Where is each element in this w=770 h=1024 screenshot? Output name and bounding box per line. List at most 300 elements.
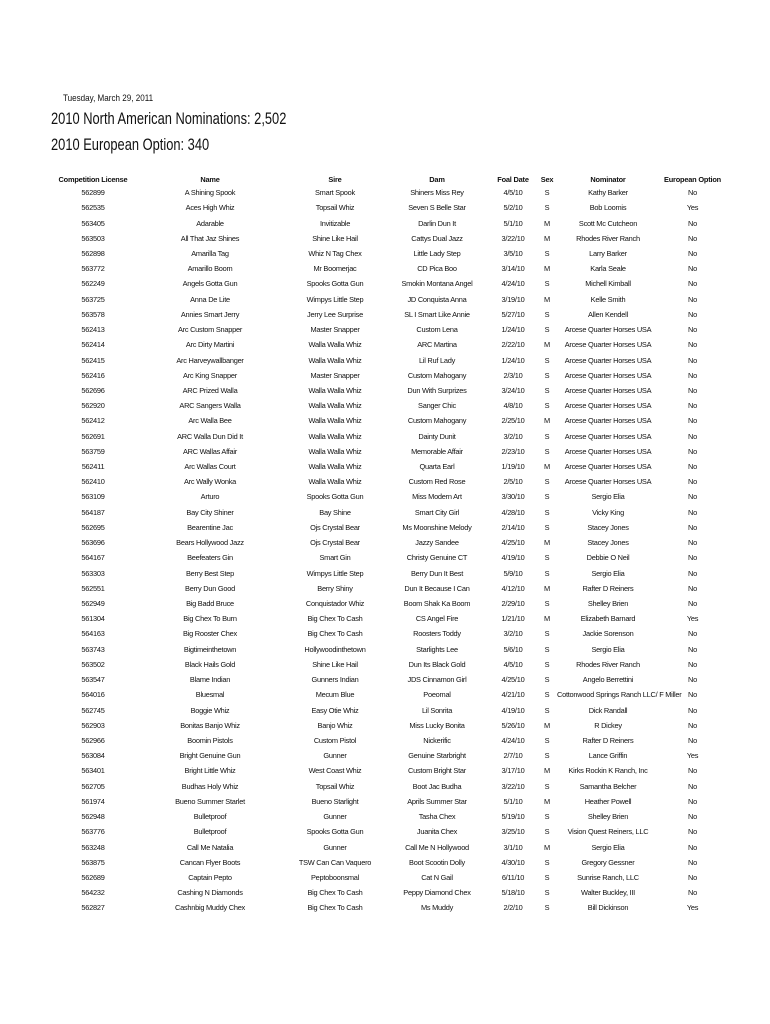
foal-date-cell: 1/24/10 (501, 325, 525, 335)
sire-cell: Walla Walla Whiz (308, 446, 362, 456)
sire-cell: Whiz N Tag Chex (308, 248, 362, 258)
table-row (51, 200, 726, 215)
nominator-cell: Vision Quest Reiners, LLC (567, 827, 649, 837)
foal-date-cell: 5/1/10 (503, 218, 523, 228)
european-option-cell: No (688, 370, 697, 380)
name-cell: Beefeaters Gin (187, 553, 233, 563)
dam-cell: Call Me N Hollywood (405, 842, 469, 852)
sex-cell: S (544, 188, 550, 198)
foal-date-cell: 3/30/10 (501, 492, 525, 502)
name-cell: Bulletproof (193, 827, 227, 837)
foal-date-cell: 5/6/10 (503, 644, 523, 654)
nominator-cell: R Dickey (594, 720, 622, 730)
sex-cell: S (544, 553, 550, 563)
sex-cell: M (544, 614, 550, 624)
european-option-cell: No (688, 279, 697, 289)
european-option-cell: No (688, 264, 697, 274)
dam-cell: Genuine Starbright (408, 751, 466, 761)
european-option-cell: No (688, 888, 697, 898)
dam-cell: Roosters Toddy (413, 629, 461, 639)
sex-cell: M (544, 720, 550, 730)
european-option-cell: No (688, 644, 697, 654)
sex-cell: M (544, 538, 550, 548)
table-row (51, 565, 726, 580)
dam-cell: Ms Moonshine Melody (402, 522, 472, 532)
sex-cell: S (544, 492, 550, 502)
foal-date-cell: 3/25/10 (501, 827, 525, 837)
sex-cell: M (544, 462, 550, 472)
dam-cell: Miss Modern Art (412, 492, 462, 502)
sire-cell: Jerry Lee Surprise (307, 309, 363, 319)
nominator-cell: Cottonwood Springs Ranch LLC/ F Miller (557, 690, 682, 700)
european-option-cell: No (688, 599, 697, 609)
name-cell: Bigtimeinthetown (183, 644, 237, 654)
competition-license-cell: 562705 (81, 781, 105, 791)
nominator-cell: Arcese Quarter Horses USA (564, 370, 652, 380)
nominator-cell: Kelle Smith (590, 294, 626, 304)
foal-date-cell: 2/23/10 (501, 446, 525, 456)
nominator-cell: Shelley Brien (587, 812, 629, 822)
dam-cell: Lil Sonrita (421, 705, 453, 715)
competition-license-cell: 564167 (81, 553, 105, 563)
nominator-cell: Rafter D Reiners (582, 583, 634, 593)
sire-cell: Master Snapper (310, 370, 360, 380)
competition-license-cell: 562535 (81, 203, 105, 213)
nominator-cell: Walter Buckley, III (581, 888, 635, 898)
dam-cell: Lil Ruf Lady (418, 355, 456, 365)
sex-cell: S (544, 827, 550, 837)
nominator-cell: Jackie Sorenson (582, 629, 634, 639)
foal-date-cell: 5/2/10 (503, 203, 523, 213)
nominator-cell: Arcese Quarter Horses USA (564, 340, 652, 350)
name-cell: Bonitas Banjo Whiz (180, 720, 240, 730)
table-row (51, 307, 726, 322)
sex-cell: M (544, 233, 550, 243)
sex-cell: S (544, 355, 550, 365)
foal-date-cell: 2/3/10 (503, 370, 523, 380)
european-option-cell: No (688, 462, 697, 472)
name-cell: Bay City Shiner (186, 507, 234, 517)
foal-date-cell: 4/19/10 (501, 705, 525, 715)
european-option-cell: No (688, 720, 697, 730)
competition-license-cell: 562949 (81, 599, 105, 609)
sire-cell: Hollywoodinthetown (304, 644, 366, 654)
competition-license-cell: 562416 (81, 370, 105, 380)
foal-date-cell: 3/14/10 (501, 264, 525, 274)
name-cell: Bueno Summer Starlet (175, 796, 245, 806)
name-cell: Amarilla Tag (191, 248, 229, 258)
sex-cell: S (544, 477, 550, 487)
name-cell: Berry Dun Good (185, 583, 235, 593)
name-cell: Bright Little Whiz (184, 766, 236, 776)
foal-date-cell: 4/19/10 (501, 553, 525, 563)
sire-cell: Smart Spook (315, 188, 355, 198)
table-row (51, 596, 726, 611)
sire-cell: Peptoboonsmal (310, 872, 360, 882)
sex-cell: M (544, 340, 550, 350)
dam-cell: Berry Dun It Best (410, 568, 464, 578)
nominator-cell: Michell Kimball (585, 279, 631, 289)
sex-cell: S (544, 522, 550, 532)
name-cell: ARC Sangers Walla (179, 401, 241, 411)
european-option-cell: No (688, 690, 697, 700)
sire-cell: Topsail Whiz (315, 781, 355, 791)
dam-cell: CD Pica Boo (417, 264, 457, 274)
sex-cell: M (544, 842, 550, 852)
name-cell: ARC Prized Walla (182, 385, 238, 395)
table-row (51, 292, 726, 307)
table-row (51, 398, 726, 413)
european-option-cell: No (688, 735, 697, 745)
sire-cell: Walla Walla Whiz (308, 431, 362, 441)
european-option-cell: No (688, 446, 697, 456)
table-row (51, 489, 726, 504)
nominator-cell: Arcese Quarter Horses USA (564, 385, 652, 395)
foal-date-cell: 4/12/10 (501, 583, 525, 593)
report-date: Tuesday, March 29, 2011 (63, 93, 154, 104)
european-option-cell: No (688, 522, 697, 532)
competition-license-cell: 562551 (81, 583, 105, 593)
sire-cell: Gunners Indian (311, 675, 359, 685)
european-option-cell: No (688, 294, 697, 304)
nominator-cell: Sergio Elia (591, 568, 625, 578)
foal-date-cell: 1/21/10 (501, 614, 525, 624)
foal-date-cell: 3/19/10 (501, 294, 525, 304)
table-row (51, 246, 726, 261)
nominator-cell: Sergio Elia (591, 842, 625, 852)
sire-cell: Wimpys Little Step (306, 294, 364, 304)
foal-date-cell: 3/5/10 (503, 248, 523, 258)
nominator-cell: Bill Dickinson (587, 903, 629, 913)
competition-license-cell: 564016 (81, 690, 105, 700)
sex-cell: S (544, 370, 550, 380)
dam-cell: Aprils Summer Star (407, 796, 467, 806)
table-row (51, 626, 726, 641)
nominator-cell: Arcese Quarter Horses USA (564, 325, 652, 335)
sex-cell: S (544, 644, 550, 654)
competition-license-cell: 563502 (81, 659, 105, 669)
sire-cell: Big Chex To Cash (307, 629, 363, 639)
table-row (51, 352, 726, 367)
table-row (51, 839, 726, 854)
dam-cell: Ms Muddy (420, 903, 454, 913)
foal-date-cell: 3/22/10 (501, 781, 525, 791)
competition-license-cell: 562415 (81, 355, 105, 365)
dam-cell: Dun It Because I Can (404, 583, 470, 593)
sire-cell: Spooks Gotta Gun (306, 492, 364, 502)
dam-cell: Boot Scootin Dolly (409, 857, 465, 867)
european-option-cell: No (688, 477, 697, 487)
foal-date-cell: 4/28/10 (501, 507, 525, 517)
column-header-sire: Sire (328, 175, 342, 184)
european-option-cell: No (688, 492, 697, 502)
table-row (51, 261, 726, 276)
european-option-cell: No (688, 385, 697, 395)
table-row (51, 459, 726, 474)
foal-date-cell: 4/25/10 (501, 538, 525, 548)
name-cell: Big Badd Bruce (186, 599, 234, 609)
dam-cell: Smart City Girl (414, 507, 460, 517)
competition-license-cell: 562966 (81, 735, 105, 745)
sex-cell: M (544, 264, 550, 274)
european-option-cell: No (688, 188, 697, 198)
european-option-cell: No (688, 340, 697, 350)
european-option-cell: No (688, 309, 697, 319)
european-option-cell: No (688, 705, 697, 715)
table-row (51, 276, 726, 291)
column-header-competition-license: Competition License (58, 175, 128, 184)
dam-cell: Little Lady Step (413, 248, 461, 258)
competition-license-cell: 561974 (81, 796, 105, 806)
foal-date-cell: 4/21/10 (501, 690, 525, 700)
table-row (51, 763, 726, 778)
sire-cell: Bay Shine (319, 507, 351, 517)
name-cell: Big Chex To Burn (183, 614, 237, 624)
name-cell: ARC Wallas Affair (182, 446, 238, 456)
dam-cell: Dun Its Black Gold (408, 659, 466, 669)
competition-license-cell: 562948 (81, 812, 105, 822)
column-header-name: Name (200, 175, 220, 184)
european-option-cell: No (688, 416, 697, 426)
sex-cell: S (544, 903, 550, 913)
sire-cell: Ojs Crystal Bear (310, 538, 360, 548)
nominator-cell: Shelley Brien (587, 599, 629, 609)
sex-cell: S (544, 446, 550, 456)
name-cell: Blame Indian (189, 675, 231, 685)
table-row (51, 718, 726, 733)
name-cell: Bulletproof (193, 812, 227, 822)
sex-cell: S (544, 751, 550, 761)
foal-date-cell: 2/7/10 (503, 751, 523, 761)
table-row (51, 550, 726, 565)
nominator-cell: Karla Seale (590, 264, 626, 274)
foal-date-cell: 5/9/10 (503, 568, 523, 578)
nominator-cell: Lance Griffin (588, 751, 628, 761)
sire-cell: Shine Like Hail (312, 659, 358, 669)
nominator-cell: Bob Loomis (589, 203, 627, 213)
table-row (51, 702, 726, 717)
european-option-cell: No (688, 857, 697, 867)
competition-license-cell: 564163 (81, 629, 105, 639)
european-option-cell: No (688, 796, 697, 806)
sire-cell: TSW Can Can Vaquero (298, 857, 372, 867)
sex-cell: S (544, 812, 550, 822)
sex-cell: S (544, 279, 550, 289)
nominator-cell: Gregory Gessner (581, 857, 635, 867)
sex-cell: S (544, 705, 550, 715)
name-cell: Budhas Holy Whiz (181, 781, 239, 791)
nominator-cell: Debbie O Neil (586, 553, 630, 563)
nominator-cell: Arcese Quarter Horses USA (564, 462, 652, 472)
dam-cell: Smokin Montana Angel (401, 279, 473, 289)
table-row (51, 657, 726, 672)
table-body (51, 185, 726, 916)
foal-date-cell: 5/19/10 (501, 812, 525, 822)
dam-cell: Cat N Gail (421, 872, 453, 882)
competition-license-cell: 563776 (81, 827, 105, 837)
table-row (51, 855, 726, 870)
dam-cell: Jazzy Sandee (415, 538, 459, 548)
competition-license-cell: 563405 (81, 218, 105, 228)
foal-date-cell: 4/8/10 (503, 401, 523, 411)
nominator-cell: Arcese Quarter Horses USA (564, 355, 652, 365)
dam-cell: Tasha Chex (418, 812, 456, 822)
name-cell: Captain Pepto (188, 872, 232, 882)
sire-cell: Gunner (323, 842, 347, 852)
sire-cell: West Coast Whiz (308, 766, 362, 776)
nominator-cell: Heather Powell (584, 796, 632, 806)
nominator-cell: Elizabeth Barnard (580, 614, 636, 624)
dam-cell: JD Conquista Anna (407, 294, 467, 304)
competition-license-cell: 562249 (81, 279, 105, 289)
european-option-cell: No (688, 659, 697, 669)
table-row (51, 672, 726, 687)
foal-date-cell: 2/22/10 (501, 340, 525, 350)
european-option-cell: No (688, 842, 697, 852)
competition-license-cell: 563743 (81, 644, 105, 654)
name-cell: Adarable (196, 218, 224, 228)
dam-cell: Christy Genuine CT (406, 553, 468, 563)
foal-date-cell: 4/25/10 (501, 675, 525, 685)
nominator-cell: Vicky King (592, 507, 624, 517)
nominator-cell: Allen Kendell (588, 309, 628, 319)
dam-cell: ARC Martina (417, 340, 457, 350)
competition-license-cell: 562903 (81, 720, 105, 730)
dam-cell: Juanita Chex (416, 827, 458, 837)
name-cell: A Shining Spook (184, 188, 236, 198)
foal-date-cell: 2/5/10 (503, 477, 523, 487)
european-option-cell: No (688, 355, 697, 365)
column-header-foal-date: Foal Date (497, 175, 529, 184)
name-cell: Annies Smart Jerry (180, 309, 240, 319)
table-row (51, 794, 726, 809)
foal-date-cell: 4/24/10 (501, 279, 525, 289)
nominator-cell: Stacey Jones (587, 522, 629, 532)
european-option-cell: No (688, 872, 697, 882)
table-row (51, 642, 726, 657)
name-cell: Anna De Lite (190, 294, 230, 304)
competition-license-cell: 561304 (81, 614, 105, 624)
dam-cell: Dun With Surprizes (407, 385, 467, 395)
european-option-title: 2010 European Option: 340 (51, 136, 210, 154)
sex-cell: M (544, 416, 550, 426)
dam-cell: Shiners Miss Rey (410, 188, 464, 198)
sire-cell: Big Chex To Cash (307, 614, 363, 624)
column-header-sex: Sex (540, 175, 554, 184)
sex-cell: S (544, 735, 550, 745)
name-cell: Angels Gotta Gun (182, 279, 238, 289)
sire-cell: Walla Walla Whiz (308, 340, 362, 350)
sex-cell: S (544, 568, 550, 578)
foal-date-cell: 5/1/10 (503, 796, 523, 806)
foal-date-cell: 4/24/10 (501, 735, 525, 745)
competition-license-cell: 562410 (81, 477, 105, 487)
sire-cell: Big Chex To Cash (307, 903, 363, 913)
competition-license-cell: 563084 (81, 751, 105, 761)
competition-license-cell: 563696 (81, 538, 105, 548)
competition-license-cell: 563401 (81, 766, 105, 776)
competition-license-cell: 562745 (81, 705, 105, 715)
dam-cell: Darlin Dun It (418, 218, 456, 228)
foal-date-cell: 3/17/10 (501, 766, 525, 776)
table-row (51, 733, 726, 748)
sire-cell: Gunner (323, 812, 347, 822)
competition-license-cell: 563109 (81, 492, 105, 502)
nominator-cell: Arcese Quarter Horses USA (564, 401, 652, 411)
nominator-cell: Arcese Quarter Horses USA (564, 446, 652, 456)
sex-cell: S (544, 248, 550, 258)
nominator-cell: Arcese Quarter Horses USA (564, 477, 652, 487)
sire-cell: Ojs Crystal Bear (310, 522, 360, 532)
european-option-cell: Yes (686, 751, 699, 761)
name-cell: ARC Walla Dun Did It (177, 431, 243, 441)
competition-license-cell: 562414 (81, 340, 105, 350)
table-row (51, 474, 726, 489)
competition-license-cell: 564232 (81, 888, 105, 898)
dam-cell: Memorable Affair (411, 446, 463, 456)
competition-license-cell: 562898 (81, 248, 105, 258)
table-row (51, 611, 726, 626)
table-row (51, 505, 726, 520)
competition-license-cell: 564187 (81, 507, 105, 517)
table-row (51, 322, 726, 337)
european-option-cell: No (688, 325, 697, 335)
european-option-cell: No (688, 538, 697, 548)
sire-cell: Conquistador Whiz (305, 599, 365, 609)
sire-cell: Walla Walla Whiz (308, 401, 362, 411)
nominator-cell: Dick Randall (588, 705, 628, 715)
competition-license-cell: 563248 (81, 842, 105, 852)
table-row (51, 809, 726, 824)
table-row (51, 900, 726, 915)
table-row (51, 824, 726, 839)
dam-cell: Boot Jac Budha (412, 781, 462, 791)
name-cell: Arc King Snapper (183, 370, 237, 380)
sire-cell: Walla Walla Whiz (308, 477, 362, 487)
european-option-cell: No (688, 827, 697, 837)
european-option-cell: No (688, 675, 697, 685)
european-option-cell: No (688, 583, 697, 593)
nominator-cell: Sergio Elia (591, 492, 625, 502)
sex-cell: S (544, 857, 550, 867)
sex-cell: S (544, 888, 550, 898)
competition-license-cell: 562411 (81, 462, 105, 472)
european-option-cell: No (688, 507, 697, 517)
nominator-cell: Rhodes River Ranch (576, 233, 640, 243)
table-row (51, 215, 726, 230)
name-cell: Bears Hollywood Jazz (176, 538, 244, 548)
competition-license-cell: 563578 (81, 309, 105, 319)
nominator-cell: Angelo Berrettini (582, 675, 634, 685)
sex-cell: S (544, 507, 550, 517)
sire-cell: Custom Pistol (313, 735, 357, 745)
foal-date-cell: 5/18/10 (501, 888, 525, 898)
name-cell: Bright Genuine Gun (179, 751, 241, 761)
competition-license-cell: 562412 (81, 416, 105, 426)
foal-date-cell: 3/22/10 (501, 233, 525, 243)
north-american-nominations-title: 2010 North American Nominations: 2,502 (51, 110, 287, 128)
dam-cell: Quarta Earl (419, 462, 455, 472)
table-row (51, 870, 726, 885)
european-option-cell: No (688, 629, 697, 639)
competition-license-cell: 563303 (81, 568, 105, 578)
sire-cell: Walla Walla Whiz (308, 355, 362, 365)
table-row (51, 748, 726, 763)
sex-cell: S (544, 872, 550, 882)
sex-cell: S (544, 203, 550, 213)
european-option-cell: No (688, 781, 697, 791)
european-option-cell: Yes (686, 614, 699, 624)
